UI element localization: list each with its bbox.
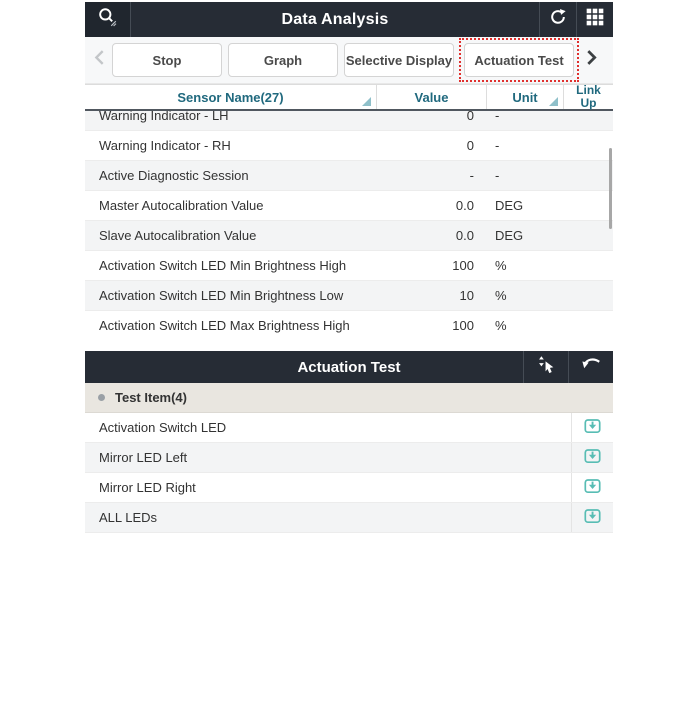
sensor-value-cell: 0.0 — [455, 228, 474, 243]
test-item-label: Activation Switch LED — [99, 420, 227, 435]
test-item-label: Mirror LED Left — [99, 450, 188, 465]
sensor-value-cell: 0 — [466, 138, 474, 153]
value-header-label: Value — [414, 89, 449, 105]
test-item-group-header — [85, 383, 613, 413]
sensor-name-cell: Activation Switch LED Min Brightness High — [99, 258, 347, 273]
sensor-unit-cell: DEG — [495, 228, 524, 243]
table-row[interactable] — [85, 111, 613, 131]
sensor-name-header-label: Sensor Name(27) — [177, 89, 284, 105]
sensor-value-cell: 0 — [466, 111, 474, 123]
sensor-value-cell: 100 — [452, 318, 474, 333]
list-item[interactable] — [85, 503, 613, 533]
sensor-name-cell: Warning Indicator - LH — [99, 111, 229, 123]
selective-display-button[interactable]: Selective Display — [344, 43, 454, 77]
chevron-left-icon — [93, 49, 106, 71]
run-test-button[interactable] — [571, 413, 613, 442]
sensor-value-cell: 0.0 — [455, 198, 474, 213]
graph-button[interactable]: Graph — [228, 43, 338, 77]
list-item[interactable] — [85, 473, 613, 503]
sensor-value-cell: 10 — [459, 288, 474, 303]
sensor-value-cell: 100 — [452, 258, 474, 273]
refresh-icon — [548, 7, 568, 32]
run-test-button[interactable] — [571, 473, 613, 502]
unit-header-label: Unit — [512, 89, 538, 105]
table-row[interactable] — [85, 131, 613, 161]
menu-grid-button[interactable] — [576, 2, 613, 37]
actuation-test-title: Actuation Test — [297, 358, 401, 376]
search-button[interactable] — [85, 2, 131, 37]
column-header-link-up — [564, 85, 613, 109]
sensor-name-cell: Activation Switch LED Min Brightness Low — [99, 288, 344, 303]
sensor-unit-cell: DEG — [495, 198, 524, 213]
scroll-tabs-right-button[interactable] — [581, 49, 601, 71]
run-test-button[interactable] — [571, 503, 613, 532]
download-icon — [584, 507, 601, 529]
test-item-count-label: Test Item(4) — [115, 390, 187, 405]
stop-button[interactable]: Stop — [112, 43, 222, 77]
actuation-header-actions — [523, 351, 613, 383]
actuation-test-highlight-box — [459, 38, 579, 82]
sensor-name-cell: Master Autocalibration Value — [99, 198, 264, 213]
scrollbar-thumb[interactable] — [609, 148, 612, 229]
table-row[interactable] — [85, 281, 613, 311]
list-item[interactable] — [85, 413, 613, 443]
table-row[interactable] — [85, 251, 613, 281]
sensor-value-cell: - — [469, 168, 474, 183]
chevron-right-icon — [585, 49, 598, 71]
sensor-name-cell: Activation Switch LED Max Brightness High — [99, 318, 350, 333]
table-row[interactable] — [85, 161, 613, 191]
column-header-sensor-name[interactable] — [85, 85, 377, 109]
return-arrow-icon — [580, 354, 602, 381]
diagnostic-app-window — [85, 2, 613, 533]
test-item-label: Mirror LED Right — [99, 480, 196, 495]
sensor-unit-cell: - — [495, 168, 500, 183]
run-test-button[interactable] — [571, 443, 613, 472]
sensor-name-cell: Slave Autocalibration Value — [99, 228, 257, 243]
sensor-unit-cell: % — [495, 258, 507, 273]
sensor-unit-cell: % — [495, 288, 507, 303]
actuation-test-button[interactable]: Actuation Test — [464, 43, 574, 77]
list-item[interactable] — [85, 443, 613, 473]
sensor-unit-cell: % — [495, 318, 507, 333]
sensor-name-cell: Warning Indicator - RH — [99, 138, 231, 153]
refresh-button[interactable] — [539, 2, 576, 37]
link-up-header-label: Link Up — [576, 83, 601, 110]
table-row[interactable] — [85, 221, 613, 251]
download-icon — [584, 447, 601, 469]
table-row[interactable] — [85, 311, 613, 340]
download-icon — [584, 417, 601, 439]
sensor-unit-cell: - — [495, 138, 500, 153]
column-header-unit[interactable] — [487, 85, 564, 109]
sensor-unit-cell: - — [495, 111, 500, 123]
drag-hand-icon — [535, 354, 557, 381]
sort-icon — [549, 97, 558, 106]
page-title: Data Analysis — [281, 10, 389, 28]
grid-icon — [585, 7, 605, 32]
sensor-name-cell: Active Diagnostic Session — [99, 168, 249, 183]
top-bar — [85, 2, 613, 37]
table-row[interactable] — [85, 191, 613, 221]
return-button[interactable] — [568, 351, 613, 383]
search-icon — [96, 6, 119, 34]
sensor-table-body — [85, 111, 613, 340]
column-header-value — [377, 85, 487, 109]
scroll-tabs-left-button[interactable] — [89, 49, 109, 71]
actuation-test-header-bar — [85, 351, 613, 383]
section-gap — [85, 340, 613, 351]
drag-reorder-button[interactable] — [523, 351, 568, 383]
sort-icon — [362, 97, 371, 106]
download-icon — [584, 477, 601, 499]
bullet-icon — [98, 394, 105, 401]
action-toolbar — [85, 37, 613, 84]
test-item-label: ALL LEDs — [99, 510, 158, 525]
sensor-table-header — [85, 84, 613, 111]
